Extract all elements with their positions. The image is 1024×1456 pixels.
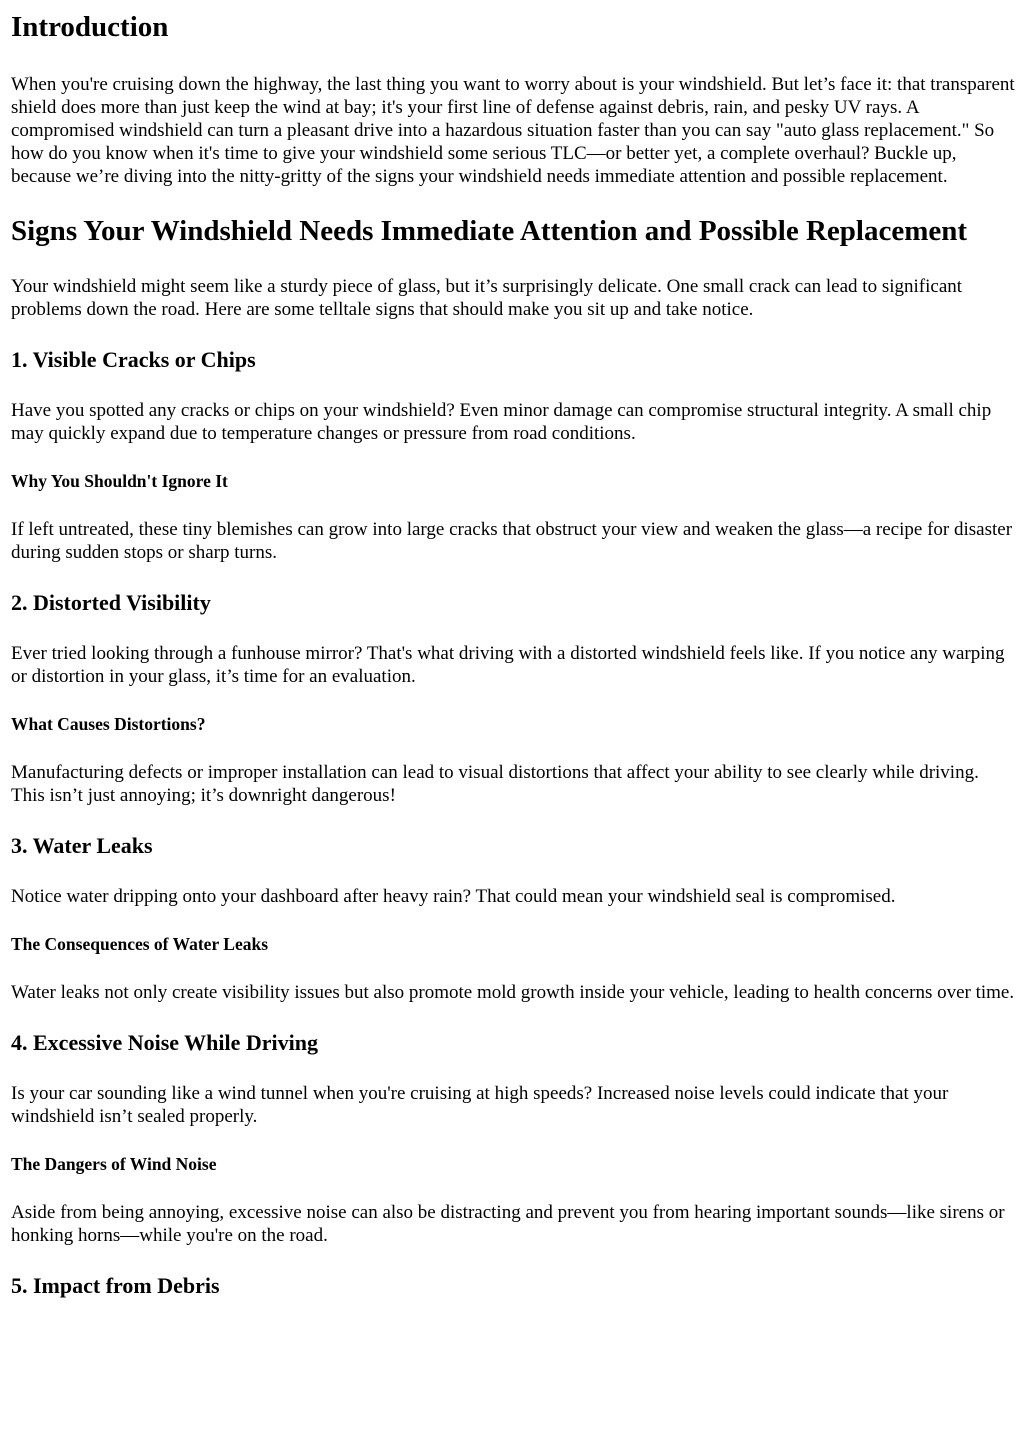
section-heading-debris: 5. Impact from Debris bbox=[11, 1273, 220, 1298]
section-heading-cracks: 1. Visible Cracks or Chips bbox=[11, 347, 256, 372]
section-heading-distorted: 2. Distorted Visibility bbox=[11, 590, 211, 615]
article bbox=[0, 10, 1024, 1299]
section-heading-leaks: 3. Water Leaks bbox=[11, 833, 153, 858]
signs-paragraph: Your windshield might seem like a sturdy piece of glass, but it’s surprisingly delicate. One small crack can lead to significant problems down the road. Here are some telltale signs that should make you sit up and take notice. bbox=[11, 276, 963, 320]
section-paragraph-distorted: Ever tried looking through a funhouse mirror? That's what driving with a distorted windshield feels like. If you notice any warping or distortion in your glass, it’s time for an evaluation. bbox=[11, 643, 1005, 687]
subheading-distorted: What Causes Distortions? bbox=[11, 714, 206, 734]
section-paragraph-noise: Is your car sounding like a wind tunnel when you're cruising at high speeds? Increased noise levels could indicate that your windshield isn’t sealed properly. bbox=[11, 1083, 949, 1127]
section-paragraph-cracks: Have you spotted any cracks or chips on your windshield? Even minor damage can compromise structural integrity. A small chip may quickly expand due to temperature changes or pressure from road conditions. bbox=[11, 400, 992, 444]
section-heading-noise: 4. Excessive Noise While Driving bbox=[11, 1030, 318, 1055]
subparagraph-distorted: Manufacturing defects or improper installation can lead to visual distortions that affect your ability to see clearly while driving. This isn’t just annoying; it’s downright dangerous! bbox=[11, 762, 979, 806]
section-paragraph-leaks: Notice water dripping onto your dashboard after heavy rain? That could mean your windshield seal is compromised. bbox=[11, 886, 896, 907]
intro-heading: Introduction bbox=[11, 11, 169, 43]
subheading-noise: The Dangers of Wind Noise bbox=[11, 1154, 217, 1174]
subparagraph-noise: Aside from being annoying, excessive noise can also be distracting and prevent you from hearing important sounds—like sirens or honking horns—while you're on the road. bbox=[11, 1202, 1005, 1246]
subparagraph-leaks: Water leaks not only create visibility issues but also promote mold growth inside your vehicle, leading to health concerns over time. bbox=[11, 982, 1015, 1003]
subheading-cracks: Why You Shouldn't Ignore It bbox=[11, 471, 228, 491]
intro-paragraph: When you're cruising down the highway, the last thing you want to worry about is your windshield. But let’s face it: that transparent shield does more than just keep the wind at bay; it's your first line of defense against debris, rain, and pesky UV rays. A compromised windshield can turn a pleasant drive into a hazardous situation faster than you can say "auto glass replacement." So how do you know when it's time to give your windshield some serious TLC—or better yet, a complete overhaul? Buckle up, because we’re diving into the nitty-gritty of the signs your windshield needs immediate attention and possible replacement. bbox=[11, 74, 1015, 187]
subparagraph-cracks: If left untreated, these tiny blemishes can grow into large cracks that obstruct your view and weaken the glass—a recipe for disaster during sudden stops or sharp turns. bbox=[11, 519, 1013, 563]
subheading-leaks: The Consequences of Water Leaks bbox=[11, 934, 269, 954]
signs-heading: Signs Your Windshield Needs Immediate Attention and Possible Replacement bbox=[11, 215, 968, 247]
